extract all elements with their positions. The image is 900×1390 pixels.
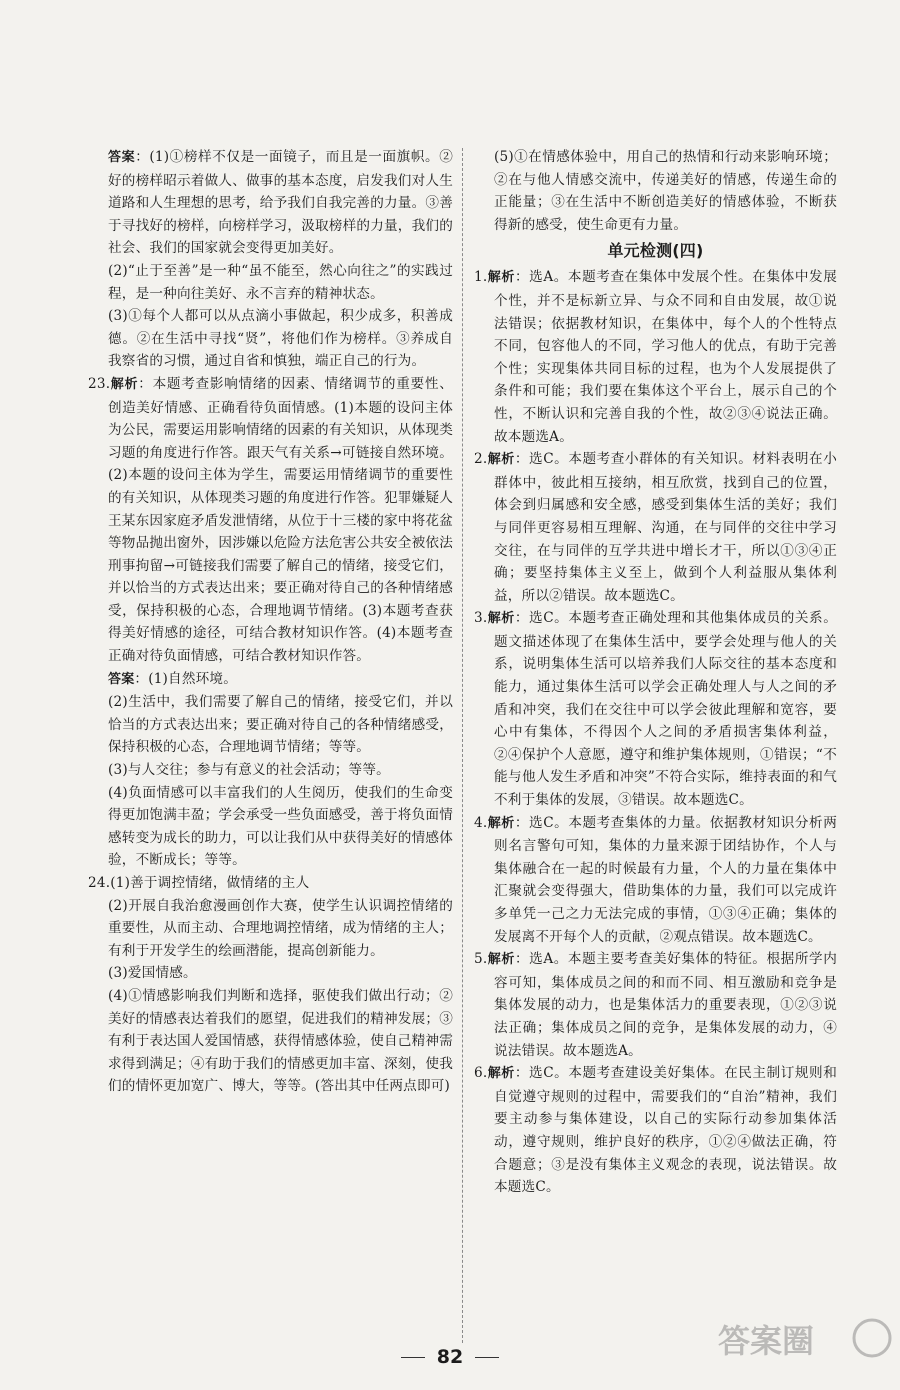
answer-22-2: (2)“止于至善”是一种“虽不能至，然心向往之”的实践过程，是一种向往美好、永不言弃的精神状态。	[108, 262, 453, 302]
question-number: 5.	[474, 951, 488, 968]
question-number: 4.	[474, 814, 488, 831]
answer-23-4: (4)负面情感可以丰富我们的人生阅历，使我们的生命变得更加饱满丰盈；学会承受一些负面感受，善于将负面情感转变为成长的助力，可以让我们从中获得美好的情感体验，不断成长；等等。	[108, 784, 453, 869]
question-number: 24.	[88, 875, 111, 891]
watermark-text: 答案圈	[718, 1322, 815, 1360]
page-number: 82	[0, 1346, 900, 1368]
answer-22-3: (3)①每个人都可以从点滴小事做起，积少成多，积善成德。②在生活中寻找“贤”，将他们作为榜样。③养成自我察省的习惯，通过自省和慎独，端正自己的行为。	[108, 308, 453, 370]
answer-label: 答案	[108, 150, 136, 165]
analysis-label: 解析	[487, 270, 515, 286]
unit-title: 单元检测(四)	[607, 241, 704, 261]
unit-q3: 3.解析：选C。本题考查正确处理和其他集体成员的关系。题文描述体现了在集体生活中，要学会处理与他人的关系，说明集体生活可以培养我们人际交往的基本态度和能力，通过集体生活可以学会正确处理人与人之间的矛盾和冲突，我们在交往中可以学会彼此理解和宽容，要心中有集体，不得因个人之间的矛盾损害集体利益，②④保护个人意愿，遵守和维护集体规则，①错误；“不能与他人发生矛盾和冲突”不符合实际，维持表面的和气不利于集体的发展，③错误。故本题选C。	[474, 610, 837, 809]
unit-q1: 1.解析：选A。本题考查在集体中发展个性。在集体中发展个性，并不是标新立异、与众不同和自由发展，故①说法错误；依据教材知识，在集体中，每个人的个性特点不同，包容他人的不同，学习他人的优点，有助于完善个性；实现集体共同目标的过程，也为个人发展提供了条件和可能；我们要在集体这个平台上，展示自己的个性，不断认识和完善自我的个性，故②③④说法正确。故本题选A。	[474, 269, 837, 445]
unit-q4: 4.解析：选C。本题考查集体的力量。依据教材知识分析两则名言警句可知，集体的力量来源于团结协作，个人与集体融合在一起的时候最有力量，个人的力量在集体中汇聚就会变得强大，借助集体的力量，我们可以完成许多单凭一己之力无法完成的事情，①③④正确；集体的发展离不开每个人的贡献，②观点错误。故本题选C。	[474, 814, 837, 945]
question-number: 2.	[474, 451, 488, 468]
analysis-label: 解析	[110, 376, 139, 392]
analysis-label: 解析	[487, 952, 515, 968]
question-number: 1.	[474, 269, 488, 286]
right-column	[474, 146, 837, 1199]
unit-q5: 5.解析：选A。本题主要考查美好集体的特征。根据所学内容可知，集体成员之间的和而不同、相互激励和竞争是集体发展的动力，也是集体活力的重要表现，①②③说法正确；集体成员之间的竞争，是集体发展的动力，④说法错误。故本题选A。	[474, 951, 837, 1059]
unit-q6: 6.解析：选C。本题考查建设美好集体。在民主制订规则和自觉遵守规则的过程中，需要我们的“自治”精神，我们要主动参与集体建设，以自己的实际行动参加集体活动，遵守规则，维护良好的秩序，①②④做法正确，符合题意；③是没有集体主义观念的表现，说法错误。故本题选C。	[474, 1065, 837, 1196]
answer-23-2: (2)生活中，我们需要了解自己的情绪，接受它们，并以恰当的方式表达出来；要正确对待自己的各种情绪感受，保持积极的心态，合理地调节情绪；等等。	[108, 694, 453, 756]
left-column	[88, 146, 453, 1098]
watermark-logo	[712, 1316, 900, 1390]
answer-24-2: (2)开展自我治愈漫画创作大赛，使学生认识调控情绪的重要性，从而主动、合理地调控情绪，成为情绪的主人；有利于开发学生的绘画潜能，提高创新能力。	[108, 897, 453, 959]
answer-23-1: 答案：(1)自然环境。	[108, 670, 238, 687]
answer-24-5: (5)①在情感体验中，用自己的热情和行动来影响环境；②在与他人情感交流中，传递美好的情感，传递生命的正能量；③在生活中不断创造美好的情感体验，不断获得新的感受，使生命更有力量。	[494, 149, 837, 233]
question-24-1: 24.(1)善于调控情绪，做情绪的主人	[88, 875, 310, 891]
question-number: 3.	[474, 610, 488, 627]
question-number: 6.	[474, 1065, 488, 1082]
analysis-label: 解析	[487, 611, 515, 627]
answer-label: 答案	[108, 671, 135, 687]
question-number: 23.	[88, 375, 111, 392]
column-divider	[462, 148, 463, 1343]
unit-q2: 2.解析：选C。本题考查小群体的有关知识。材料表明在小群体中，彼此相互接纳，相互欣赏，找到自己的位置，体会到归属感和安全感，感受到集体生活的美好；我们与同伴更容易相互理解、沟通，在与同伴的交往中学习交往，在与同伴的互学共进中增长才干，所以①③④正确；要坚持集体主义至上，做到个人利益服从集体利益，所以②错误。故本题选C。	[474, 451, 837, 604]
dash-right	[475, 1357, 499, 1358]
answer-24-3: (3)爱国情感。	[108, 965, 197, 982]
analysis-label: 解析	[487, 452, 515, 468]
analysis-label: 解析	[487, 1066, 515, 1082]
question-23-analysis: 23.解析：本题考查影响情绪的因素、情绪调节的重要性、创造美好情感、正确看待负面情感。(1)本题的设问主体为公民，需要运用影响情绪的因素的有关知识，从体现类习题的角度进行作答。跟天气有关系→可链接自然环境。(2)本题的设问主体为学生，需要运用情绪调节的重要性的有关知识，从体现类习题的角度进行作答。犯罪嫌疑人王某东因家庭矛盾发泄情绪，从位于十三楼的家中将花盆等物品抛出窗外，因涉嫌以危险方法危害公共安全被依法刑事拘留→可链接我们需要了解自己的情绪，接受它们，并以恰当的方式表达出来；要正确对待自己的各种情绪感受，保持积极的心态，合理地调节情绪。(3)本题考查获得美好情感的途径，可结合教材知识作答。(4)本题考查正确对待负面情感，可结合教材知识作答。	[88, 375, 453, 665]
answer-22-1: 答案：(1)①榜样不仅是一面镜子，而且是一面旗帜。②好的榜样昭示着做人、做事的基本态度，启发我们对人生道路和人生理想的思考，给予我们自我完善的力量。③善于寻找好的榜样，向榜样学习，汲取榜样的力量，我们的社会、我们的国家就会变得更加美好。	[108, 149, 454, 257]
answer-23-3: (3)与人交往；参与有意义的社会活动；等等。	[108, 762, 390, 779]
analysis-label: 解析	[487, 815, 515, 831]
dash-left	[401, 1357, 425, 1358]
answer-24-4: (4)①情感影响我们判断和选择，驱使我们做出行动；②美好的情感表达着我们的愿望，促进我们的精神发展；③有利于表达国人爱国情感，获得情感体验，使自己精神需求得到满足；④有助于我们的情感更加丰富、深刻，使我们的情怀更加宽广、博大，等等。(答出其中任两点即可)	[108, 987, 453, 1095]
